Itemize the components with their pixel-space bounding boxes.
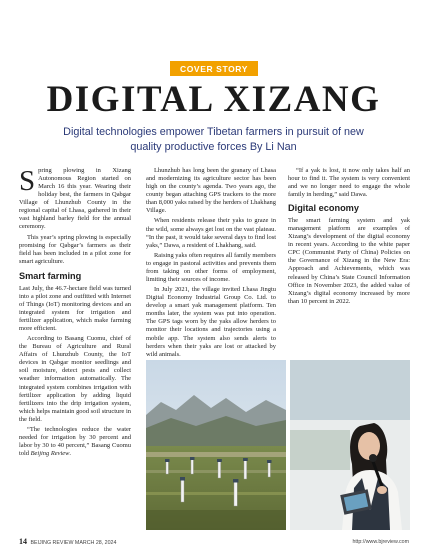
page-number: 14 <box>19 537 27 546</box>
paragraph-text: . <box>69 450 72 458</box>
article-column-3 <box>288 167 410 308</box>
publication-title: Beijing Review <box>30 450 70 458</box>
publication-info: BEIJING REVIEW MARCH 28, 2024 <box>30 540 117 546</box>
article-column-1 <box>19 167 131 460</box>
paragraph <box>19 426 131 458</box>
deck-text: Digital technologies empower Tibetan farmers in pursuit of new quality productive forces <box>63 126 364 153</box>
section-heading-smart-farming: Smart farming <box>19 270 82 281</box>
paragraph-text: “The technologies reduce the water needed for irrigation by 30 percent and labor by 30 to 40 percent,” Basang Cuomu told <box>19 425 131 458</box>
paragraph: The smart farming system and yak management platform are examples of Xizang’s development of the digital economy in recent years. According to the white paper CPC (Communist Party of China) Policies on the Governance of Xizang in the New Era: Approach and Achievements, which was released by China’s State Council Information Office in November 2023, the added value of Xizang’s digital economy increased by more than 10 percent in 2022. <box>288 217 410 305</box>
presenter-illustration <box>290 360 410 530</box>
section-kicker: COVER STORY <box>170 61 258 76</box>
paragraph: Raising yaks often requires all family members to engage in pastoral activities and prevents them from taking on other forms of employment, limiting their sources of income. <box>146 251 276 283</box>
headline: DIGITAL XIZANG <box>46 79 381 120</box>
paragraph: This year’s spring plowing is especially promising for Qabgar’s farmers as their field has been included in a pilot zone for smart agriculture. <box>19 233 131 265</box>
paragraph: “If a yak is lost, it now only takes half an hour to find it. The system is very convenient and we no longer need to engage the whole family in herding,” said Dawa. <box>288 167 410 199</box>
farm-field-photo <box>146 360 286 530</box>
presenter-photo <box>290 360 410 530</box>
section-heading-digital-economy: Digital economy <box>288 203 359 214</box>
deck <box>50 125 377 155</box>
paragraph: In July 2021, the village invited Lhasa Jingtu Digital Economy Industrial Group Co. Ltd. to develop a smart yak management platform. Ten months later, the system was put into operation. The GPS tags worn by the yaks allow herders to monitor their locations and trajectories using a mobile app. The system also sends alerts to herders when their yaks are lost or attacked by wild animals. <box>146 286 276 358</box>
paragraph <box>19 167 131 231</box>
footer-left <box>19 537 116 546</box>
paragraph: Lhunzhub has long been the granary of Lhasa and modernizing its agriculture sector has been high on the county’s agenda. Two years ago, the county began attaching GPS trackers to the more than 8,000 yaks raised by the herders of Lhakhang Village. <box>146 167 276 215</box>
farm-field-illustration <box>146 360 286 530</box>
paragraph-text: pring plowing in Xizang Autonomous Region started on March 16 this year. Wearing their holiday best, the farmers in Qabgar Village of Lhunzhub County in the regional capital of Lhasa, gathered in their vast highland barley field for the annual ceremony. <box>19 167 131 231</box>
byline: By Li Nan <box>249 141 297 153</box>
paragraph: According to Basang Cuomu, chief of the Bureau of Agriculture and Rural Affairs of Lhunzhub County, the IoT devices in Qabgar monitor seedlings and soil moisture, detect pests and collect weather information automatically. The integrated system combines irrigation with fertilizer application by adding liquid fertilizers into the drip irrigation system, which helps maintain good soil structure in the field. <box>19 335 131 423</box>
dropcap: S <box>19 165 36 197</box>
paragraph: Last July, the 46.7-hectare field was turned into a pilot zone and outfitted with Internet of Things (IoT) monitoring devices and an integrated system for irrigation and fertilizer application, which make farming more efficient. <box>19 284 131 332</box>
website-url: http://www.bjreview.com <box>352 539 409 545</box>
paragraph: When residents release their yaks to graze in the wild, some always get lost on the vast plateau. “In the past, it would take several days to find lost yaks,” Dawa, a resident of Lhakhang, said. <box>146 217 276 249</box>
article-column-2 <box>146 167 276 361</box>
page-footer <box>0 532 427 548</box>
